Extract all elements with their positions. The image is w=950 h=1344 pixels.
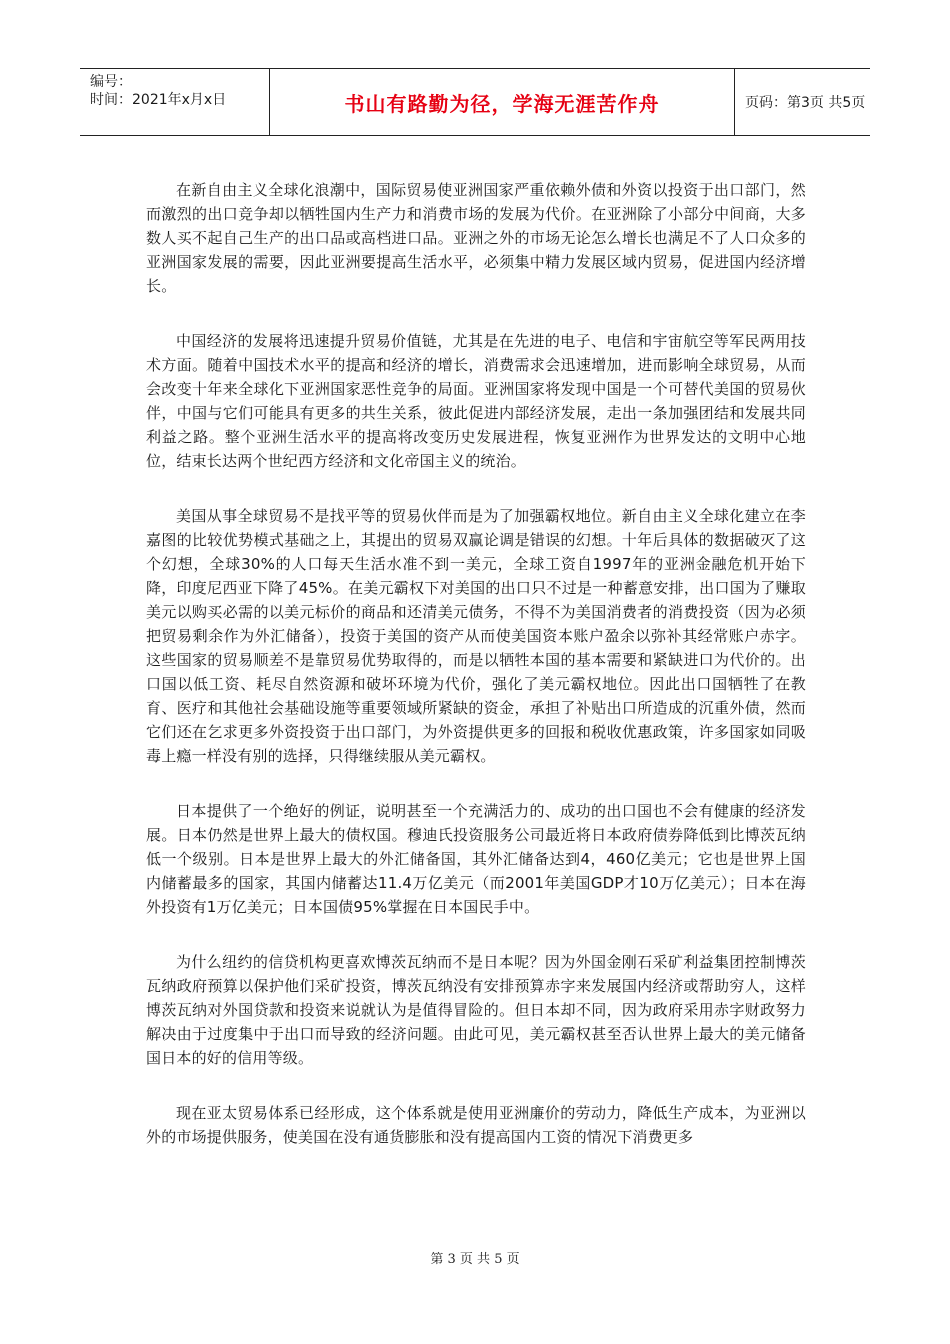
header-motto: 书山有路勤为径，学海无涯苦作舟	[269, 69, 735, 135]
body-paragraph: 在新自由主义全球化浪潮中，国际贸易使亚洲国家严重依赖外债和外资以投资于出口部门，然而激烈的出口竞争却以牺牲国内生产力和消费市场的发展为代价。在亚洲除了小部分中间商，大多数人买不起自己生产的出口品或高档进口品。亚洲之外的市场无论怎么增长也满足不了人口众多的亚洲国家发展的需要，因此亚洲要提高生活水平，必须集中精力发展区域内贸易，促进国内经济增长。	[146, 181, 806, 295]
page-header	[80, 68, 870, 136]
body-paragraph: 中国经济的发展将迅速提升贸易价值链，尤其是在先进的电子、电信和宇宙航空等军民两用技术方面。随着中国技术水平的提高和经济的增长，消费需求会迅速增加，进而影响全球贸易，从而会改变十年来全球化下亚洲国家恶性竞争的局面。亚洲国家将发现中国是一个可替代美国的贸易伙伴，中国与它们可能具有更多的共生关系，彼此促进内部经济发展，走出一条加强团结和发展共同利益之路。整个亚洲生活水平的提高将改变历史发展进程，恢复亚洲作为世界发达的文明中心地位，结束长达两个世纪西方经济和文化帝国主义的统治。	[146, 332, 806, 470]
document-body	[146, 178, 806, 1180]
header-meta	[80, 69, 270, 135]
page-footer: 第 3 页 共 5 页	[430, 1252, 520, 1267]
body-paragraph: 为什么纽约的信贷机构更喜欢博茨瓦纳而不是日本呢？因为外国金刚石采矿利益集团控制博茨瓦纳政府预算以保护他们采矿投资，博茨瓦纳没有安排预算赤字来发展国内经济或帮助穷人，这样博茨瓦纳对外国贷款和投资来说就认为是值得冒险的。但日本却不同，因为政府采用赤字财政努力解决由于过度集中于出口而导致的经济问题。由此可见，美元霸权甚至否认世界上最大的美元储备国日本的好的信用等级。	[146, 953, 806, 1067]
document-number-label: 编号：	[90, 74, 132, 90]
document-time-label: 时间：2021年x月x日	[90, 92, 227, 108]
body-paragraph: 现在亚太贸易体系已经形成，这个体系就是使用亚洲廉价的劳动力，降低生产成本，为亚洲以外的市场提供服务，使美国在没有通货膨胀和没有提高国内工资的情况下消费更多	[146, 1104, 806, 1146]
body-paragraph: 日本提供了一个绝好的例证，说明甚至一个充满活力的、成功的出口国也不会有健康的经济发展。日本仍然是世界上最大的债权国。穆迪氏投资服务公司最近将日本政府债券降低到比博茨瓦纳低一个级别。日本是世界上最大的外汇储备国，其外汇储备达到4，460亿美元；它也是世界上国内储蓄最多的国家，其国内储蓄达11.4万亿美元（而2001年美国GDP才10万亿美元）；日本在海外投资有1万亿美元；日本国债95%掌握在日本国民手中。	[146, 802, 806, 916]
header-page-info: 页码：第3页 共5页	[745, 95, 866, 111]
body-paragraph: 美国从事全球贸易不是找平等的贸易伙伴而是为了加强霸权地位。新自由主义全球化建立在李嘉图的比较优势模式基础之上，其提出的贸易双赢论调是错误的幻想。十年后具体的数据破灭了这个幻想，全球30%的人口每天生活水准不到一美元，全球工资自1997年的亚洲金融危机开始下降，印度尼西亚下降了45%。在美元霸权下对美国的出口只不过是一种蓄意安排，出口国为了赚取美元以购买必需的以美元标价的商品和还清美元债务，不得不为美国消费者的消费投资（因为必须把贸易剩余作为外汇储备），投资于美国的资产从而使美国资本账户盈余以弥补其经常账户赤字。这些国家的贸易顺差不是靠贸易优势取得的，而是以牺牲本国的基本需要和紧缺进口为代价的。出口国以低工资、耗尽自然资源和破坏环境为代价，强化了美元霸权地位。因此出口国牺牲了在教育、医疗和其他社会基础设施等重要领域所紧缺的资金，承担了补贴出口所造成的沉重外债，然而它们还在乞求更多外资投资于出口部门，为外资提供更多的回报和税收优惠政策，许多国家如同吸毒上瘾一样没有别的选择，只得继续服从美元霸权。	[146, 507, 806, 765]
